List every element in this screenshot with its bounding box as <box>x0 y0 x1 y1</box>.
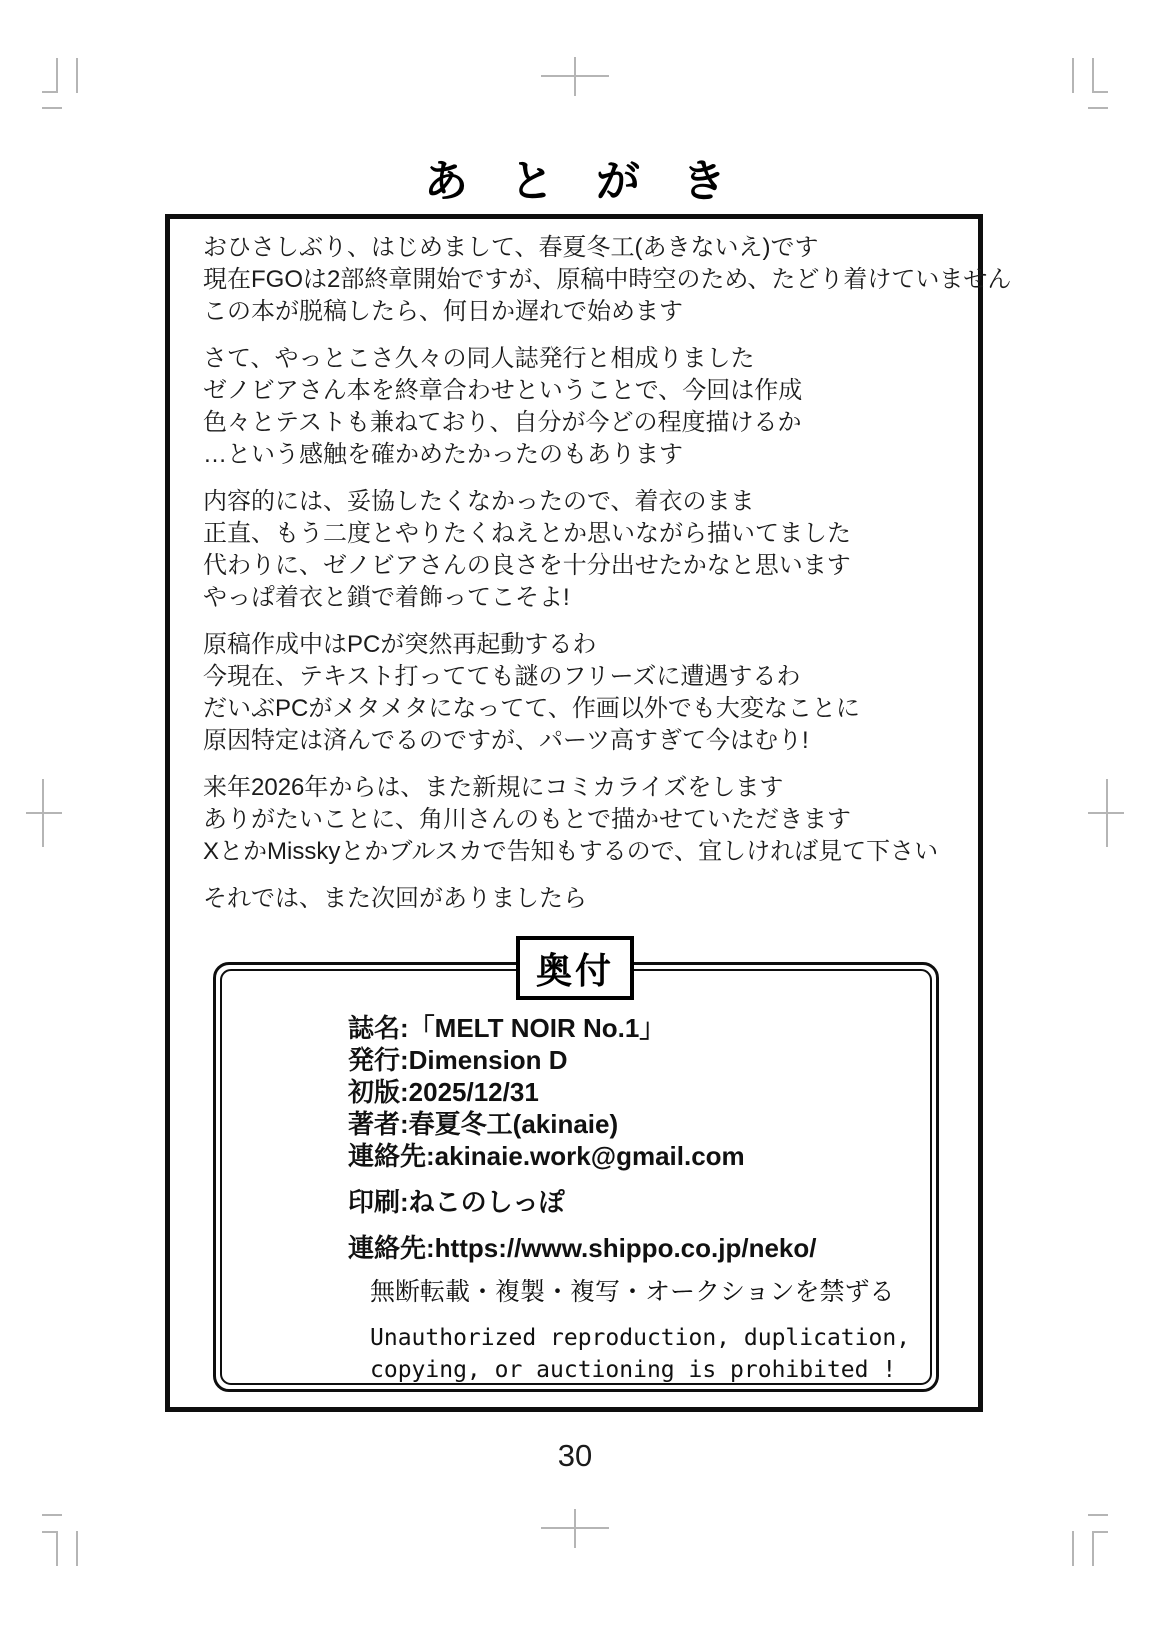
afterword-line: 来年2026年からは、また新規にコミカライズをします <box>203 774 784 801</box>
mark-line <box>26 812 62 814</box>
mark-line <box>76 58 78 93</box>
mark-line <box>1072 58 1074 93</box>
afterword-line: 原因特定は済んでるのですが、パーツ高すぎて今はむり! <box>203 727 809 754</box>
colophon-title-line: 誌名:「MELT NOIR No.1」 <box>348 1013 666 1043</box>
afterword-paragraph <box>203 343 973 471</box>
afterword-paragraph <box>203 772 973 868</box>
afterword-line: 現在FGOは2部終章開始ですが、原稿中時空のため、たどり着けていません <box>203 266 1012 293</box>
page-title: あとがき <box>424 157 768 206</box>
page-number: 30 <box>557 1438 593 1473</box>
colophon-printer-line: 印刷:ねこのしっぽ <box>348 1187 565 1217</box>
colophon-publisher-line: 発行:Dimension D <box>348 1045 568 1075</box>
colophon-contact-line: 連絡先:akinaie.work@gmail.com <box>348 1141 745 1171</box>
afterword-paragraph <box>203 486 973 614</box>
afterword-line: 今現在、テキスト打ってても謎のフリーズに遭遇するわ <box>203 663 801 690</box>
mark-line <box>42 1514 62 1516</box>
colophon-author-line: 著者:春夏冬工(akinaie) <box>348 1109 619 1139</box>
afterword-line: …という感触を確かめたかったのもあります <box>203 441 683 468</box>
mark-line <box>56 58 58 93</box>
mark-line <box>574 1509 576 1548</box>
mark-line <box>1088 1514 1108 1516</box>
colophon-text <box>348 1012 910 1386</box>
colophon-edition-line: 初版:2025/12/31 <box>348 1077 539 1107</box>
mark-line <box>1072 1531 1074 1566</box>
mark-line <box>56 1531 58 1566</box>
afterword-paragraph <box>203 232 1012 328</box>
afterword-line: やっぱ着衣と鎖で着飾ってこそよ! <box>203 584 570 611</box>
afterword-line: XとかMisskyとかブルスカで告知もするので、宜しければ見て下さい <box>203 838 939 865</box>
mark-line <box>76 1531 78 1566</box>
mark-line <box>42 779 44 847</box>
afterword-line: 内容的には、妥協したくなかったので、着衣のまま <box>203 488 755 515</box>
afterword-paragraph <box>203 629 973 757</box>
afterword-text <box>203 232 1012 930</box>
afterword-line: さて、やっとこさ久々の同人誌発行と相成りました <box>203 345 755 372</box>
mark-line <box>1092 58 1094 93</box>
afterword-line: ありがたいことに、角川さんのもとで描かせていただきます <box>203 806 851 833</box>
colophon-notice-en <box>348 1322 910 1386</box>
mark-line <box>1106 779 1108 847</box>
mark-line <box>42 91 58 93</box>
mark-line <box>1088 107 1108 109</box>
mark-line <box>42 107 62 109</box>
colophon-notice-en-line: copying, or auctioning is prohibited ! <box>370 1357 897 1383</box>
mark-line <box>1092 91 1108 93</box>
colophon-label: 奥付 <box>516 936 634 1000</box>
colophon-printer-contact-line: 連絡先:https://www.shippo.co.jp/neko/ <box>348 1233 817 1263</box>
colophon-notice-jp: 無断転載・複製・複写・オークションを禁ずる <box>370 1278 895 1306</box>
afterword-line: 原稿作成中はPCが突然再起動するわ <box>203 631 597 658</box>
afterword-line: 正直、もう二度とやりたくねえとか思いながら描いてました <box>203 520 851 547</box>
afterword-paragraph <box>203 883 973 915</box>
afterword-line: ゼノビアさん本を終章合わせということで、今回は作成 <box>203 377 803 404</box>
afterword-line: 色々とテストも兼ねており、自分が今どの程度描けるか <box>203 409 802 436</box>
colophon-notice-en-line: Unauthorized reproduction, duplication, <box>370 1325 911 1351</box>
mark-line <box>1092 1531 1108 1533</box>
afterword-line: この本が脱稿したら、何日か遅れで始めます <box>203 298 683 325</box>
afterword-line: だいぶPCがメタメタになってて、作画以外でも大変なことに <box>203 695 860 722</box>
afterword-line: 代わりに、ゼノビアさんの良さを十分出せたかなと思います <box>203 552 851 579</box>
afterword-line: おひさしぶり、はじめまして、春夏冬工(あきないえ)です <box>203 234 819 261</box>
afterword-line: それでは、また次回がありましたら <box>203 885 587 912</box>
mark-line <box>574 57 576 96</box>
mark-line <box>1092 1531 1094 1566</box>
